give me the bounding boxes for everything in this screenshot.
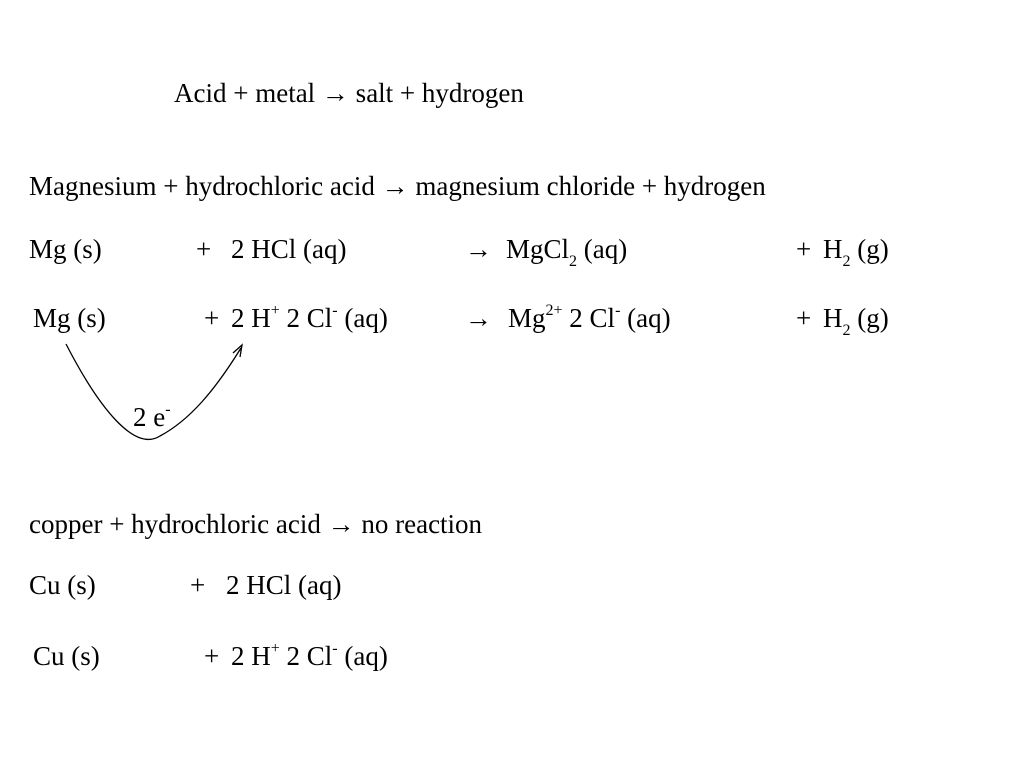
plus-sign: + [196,234,212,264]
hcl-reactant: 2 HCl (aq) [226,570,342,600]
electron-label: 2 e- [133,401,171,432]
h2-product: $H_2$ (g) [823,303,889,340]
plus-sign: + [204,303,220,333]
arrowhead-icon [233,345,242,357]
reaction-arrow: → [465,234,492,264]
mgcl2-product: MgCl$_2$ (aq) [506,234,628,271]
cu-reactant: Cu (s) [33,641,100,671]
magnesium-word-equation: Magnesium + hydrochloric acid → magnesium chloride + hydrogen [29,171,766,201]
mg-reactant: Mg (s) [33,303,106,333]
hcl-reactant: 2 HCl (aq) [231,234,347,264]
general-equation: Acid + metal → salt + hydrogen [174,78,524,108]
cu-reactant: Cu (s) [29,570,96,600]
reaction-arrow: → [465,303,492,333]
product-ions: $Mg^{2+}$ 2 Cl- (aq) [508,302,671,333]
plus-sign: + [204,641,220,671]
plus-sign: + [796,303,812,333]
plus-sign: + [190,570,206,600]
h2-product: $H_2$ (g) [823,234,889,271]
mg-reactant: Mg (s) [29,234,102,264]
plus-sign: + [796,234,812,264]
copper-word-equation: copper + hydrochloric acid → no reaction [29,509,483,539]
acid-ions: 2 H+ 2 Cl- (aq) [231,302,388,333]
acid-ions: 2 H+ 2 Cl- (aq) [231,640,388,671]
